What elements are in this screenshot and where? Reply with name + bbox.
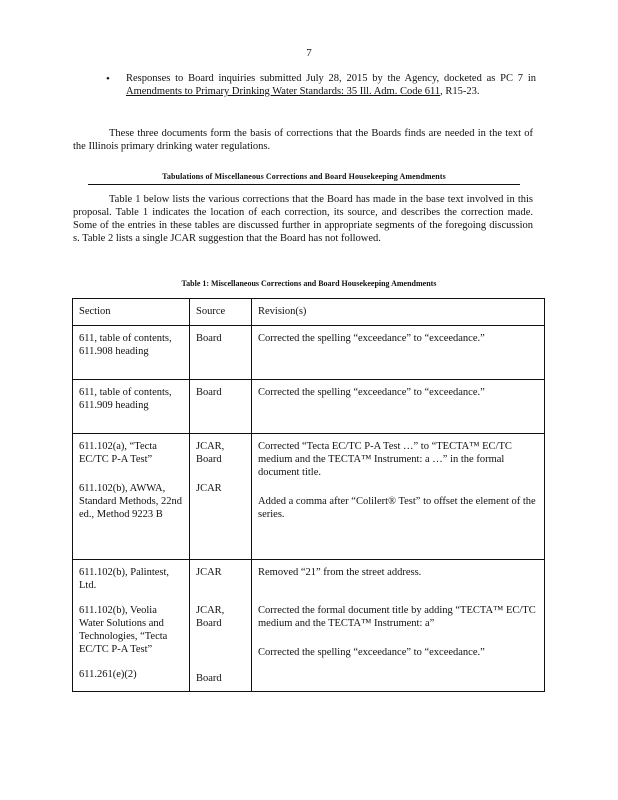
entry-source: Board [196,673,222,684]
table-header-row [73,299,545,326]
bullet-text-start: Responses to Board inquiries submitted July 28, 2015 by the Agency, docketed as PC 7 in [126,73,536,84]
entry-source: JCAR, Board [196,441,225,465]
entry-section: 611.102(b), Veolia Water Solutions and Technologies, “Tecta EC/TC P-A Test” [79,605,168,655]
bullet-text-end: , R15-23. [440,86,480,97]
table-row [73,560,545,692]
entry-source: JCAR [196,567,222,578]
cell-source: Board [190,380,252,434]
cell-source [190,560,252,692]
table-caption: Table 1: Miscellaneous Corrections and Board Housekeeping Amendments [181,279,437,288]
entry-section: 611.102(a), “Tecta EC/TC P-A Test” [79,441,157,465]
cell-revision: Corrected the spelling “exceedance” to “exceedance.” [252,380,545,434]
page-number: 7 [306,47,312,59]
entry-source: JCAR [196,483,222,494]
cell-section [73,560,190,692]
entry-revision: Corrected the spelling “exceedance” to “exceedance.” [258,647,485,658]
header-section: Section [73,299,190,326]
cell-revision [252,560,545,692]
cell-section: 611, table of contents, 611.909 heading [73,380,190,434]
header-revisions: Revision(s) [252,299,545,326]
docket-title: Amendments to Primary Drinking Water Standards: 35 Ill. Adm. Code 611 [126,86,441,97]
bullet-marker: • [106,73,110,85]
cell-section [73,434,190,560]
cell-revision: Corrected the spelling “exceedance” to “exceedance.” [252,326,545,380]
corrections-table [72,298,545,692]
table-row [73,326,545,380]
entry-section: 611.261(e)(2) [79,669,137,680]
entry-section: 611.102(b), Palintest, Ltd. [79,567,170,591]
entry-source: JCAR, Board [196,605,225,629]
cell-source [190,434,252,560]
cell-revision [252,434,545,560]
cell-source: Board [190,326,252,380]
table-row [73,380,545,434]
section-heading: Tabulations of Miscellaneous Corrections and Board Housekeeping Amendments [88,170,520,185]
entry-section: 611.102(b), AWWA, Standard Methods, 22nd ed., Method 9223 B [79,483,182,520]
entry-revision: Added a comma after “Colilert® Test” to offset the element of the series. [258,496,536,520]
header-source: Source [190,299,252,326]
bullet-item [126,72,536,98]
entry-revision: Corrected “Tecta EC/TC P-A Test …” to “TECTA™ EC/TC medium and the TECTA™ Instrument: a …” in the formal document title. [258,441,512,478]
table-row [73,434,545,560]
entry-revision: Removed “21” from the street address. [258,567,422,578]
cell-section: 611, table of contents, 611.908 heading [73,326,190,380]
paragraph-table-intro: Table 1 below lists the various corrections that the Board has made in the base text involved in this proposal. Table 1 indicates the location of each correction, its source, and describes the correction made. Some of the entries in these tables are discussed further in appropriate segments of the foregoing discussion s. Table 2 lists a single JCAR suggestion that the Board has not followed. [73,194,533,244]
paragraph-basis: These three documents form the basis of corrections that the Boards finds are needed in the text of the Illinois primary drinking water regulations. [73,128,533,152]
entry-revision: Corrected the formal document title by adding “TECTA™ EC/TC medium and the TECTA™ Instrument: a” [258,605,536,629]
